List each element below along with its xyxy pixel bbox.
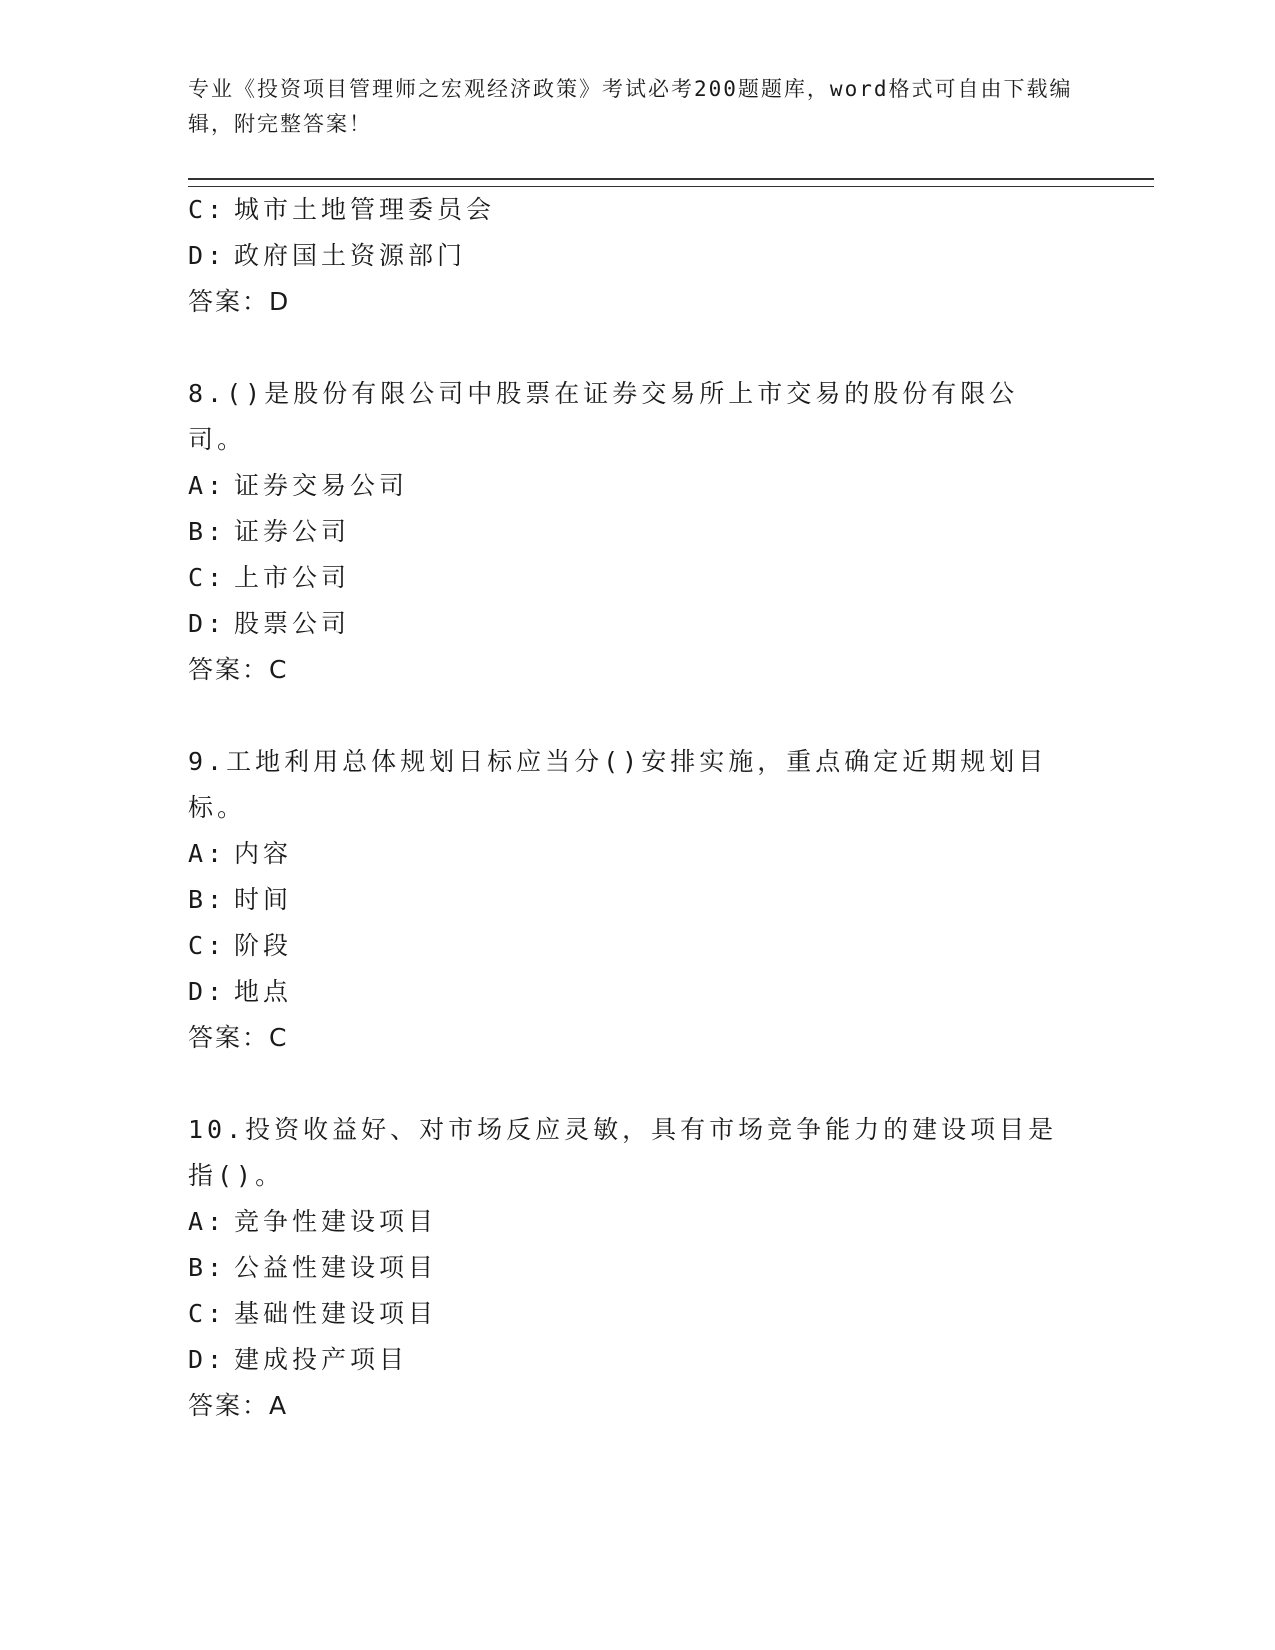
page-header: 专业《投资项目管理师之宏观经济政策》考试必考200题题库，word格式可自由下载编辑，附完整答案！ bbox=[188, 77, 1073, 136]
option-text: 政府国土资源部门 bbox=[234, 241, 467, 270]
option-label: A: bbox=[188, 471, 227, 500]
option-text: 城市土地管理委员会 bbox=[234, 195, 496, 224]
question-stem: 10.投资收益好、对市场反应灵敏，具有市场竞争能力的建设项目是指()。 bbox=[188, 1115, 1058, 1190]
option-label: D: bbox=[188, 609, 227, 638]
question-list bbox=[188, 187, 1088, 1429]
option-a bbox=[188, 1199, 1088, 1245]
option-label: B: bbox=[188, 885, 227, 914]
option-d bbox=[188, 601, 1088, 647]
answer-line: 答案：A bbox=[188, 1391, 289, 1420]
option-text: 证券交易公司 bbox=[234, 471, 409, 500]
option-text: 地点 bbox=[234, 977, 293, 1006]
option-text: 股票公司 bbox=[234, 609, 351, 638]
question-stem: 8.()是股份有限公司中股票在证券交易所上市交易的股份有限公司。 bbox=[188, 379, 1019, 454]
option-text: 时间 bbox=[234, 885, 293, 914]
option-text: 证券公司 bbox=[234, 517, 351, 546]
option-b bbox=[188, 1245, 1088, 1291]
option-label: C: bbox=[188, 931, 227, 960]
option-d bbox=[188, 969, 1088, 1015]
option-label: B: bbox=[188, 517, 227, 546]
option-text: 公益性建设项目 bbox=[234, 1253, 438, 1282]
option-d bbox=[188, 1337, 1088, 1383]
question-8 bbox=[188, 371, 1088, 693]
option-label: C: bbox=[188, 563, 227, 592]
option-text: 基础性建设项目 bbox=[234, 1299, 438, 1328]
spacer bbox=[188, 1061, 1088, 1107]
answer-line: 答案：C bbox=[188, 1023, 289, 1052]
option-label: B: bbox=[188, 1253, 227, 1282]
option-c bbox=[188, 187, 1088, 233]
option-c bbox=[188, 555, 1088, 601]
option-text: 上市公司 bbox=[234, 563, 351, 592]
option-label: D: bbox=[188, 977, 227, 1006]
option-c bbox=[188, 1291, 1088, 1337]
option-label: A: bbox=[188, 1207, 227, 1236]
question-7-continued bbox=[188, 187, 1088, 325]
option-b bbox=[188, 509, 1088, 555]
option-label: D: bbox=[188, 1345, 227, 1374]
answer-line: 答案：C bbox=[188, 655, 289, 684]
header-divider bbox=[188, 178, 1154, 187]
option-label: C: bbox=[188, 1299, 227, 1328]
option-c bbox=[188, 923, 1088, 969]
option-label: A: bbox=[188, 839, 227, 868]
option-a bbox=[188, 831, 1088, 877]
option-d bbox=[188, 233, 1088, 279]
question-stem: 9.工地利用总体规划日标应当分()安排实施，重点确定近期规划目标。 bbox=[188, 747, 1048, 822]
question-10 bbox=[188, 1107, 1088, 1429]
question-9 bbox=[188, 739, 1088, 1061]
option-a bbox=[188, 463, 1088, 509]
option-b bbox=[188, 877, 1088, 923]
option-text: 建成投产项目 bbox=[234, 1345, 409, 1374]
spacer bbox=[188, 325, 1088, 371]
option-label: C: bbox=[188, 195, 227, 224]
answer-line: 答案：D bbox=[188, 287, 291, 316]
option-text: 内容 bbox=[234, 839, 293, 868]
option-text: 竞争性建设项目 bbox=[234, 1207, 438, 1236]
option-label: D: bbox=[188, 241, 227, 270]
option-text: 阶段 bbox=[234, 931, 293, 960]
spacer bbox=[188, 693, 1088, 739]
